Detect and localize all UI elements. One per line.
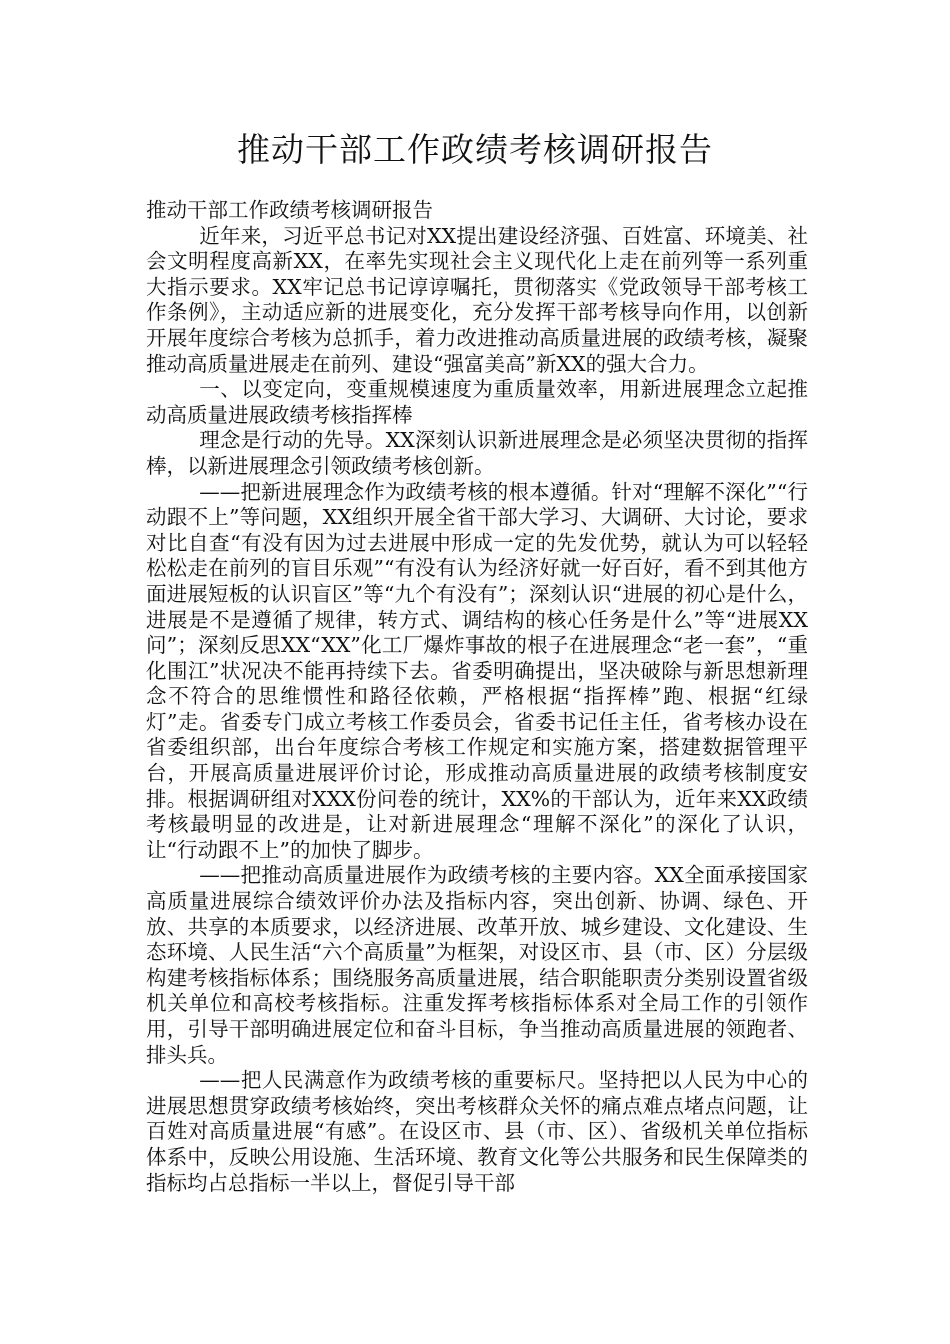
document-subtitle: 推动干部工作政绩考核调研报告 [146, 198, 433, 222]
paragraph-high-quality: ——把推动高质量进展作为政绩考核的主要内容。XX全面承接国家高质量进展综合绩效评价办法及指标内容，突出创新、协调、绿色、开放、共享的本质要求，以经济进展、改革开放、城乡建设、文化建设、生态环境、人民生活“六个高质量”为框架，对设区市、县（市、区）分层级构建考核指标体系；围绕服务高质量进展，结合职能职责分类别设置省级机关单位和高校考核指标。注重发挥考核指标体系对全局工作的引领作用，引导干部明确进展定位和奋斗目标，争当推动高质量进展的领跑者、排头兵。 [146, 863, 808, 1067]
paragraph-concept: 理念是行动的先导。XX深刻认识新进展理念是必须坚决贯彻的指挥棒，以新进展理念引领政绩考核创新。 [146, 428, 808, 478]
paragraph-intro: 近年来，习近平总书记对XX提出建设经济强、百姓富、环境美、社会文明程度高新XX，在率先实现社会主义现代化上走在前列等一系列重大指示要求。XX牢记总书记谆谆嘱托，贯彻落实《党政领导干部考核工作条例》，主动适应新的进展变化，充分发挥干部考核导向作用，以创新开展年度综合考核为总抓手，着力改进推动高质量进展的政绩考核，凝聚推动高质量进展走在前列、建设“强富美高”新XX的强大合力。 [146, 223, 808, 376]
paragraph-people-satisfaction: ——把人民满意作为政绩考核的重要标尺。坚持把以人民为中心的进展思想贯穿政绩考核始终，突出考核群众关怀的痛点难点堵点问题，让百姓对高质量进展“有感”。在设区市、县（市、区）、省级机关单位指标体系中，反映公用设施、生活环境、教育文化等公共服务和民生保障类的指标均占总指标一半以上，督促引导干部 [146, 1068, 808, 1195]
section-heading-1: 一、以变定向，变重规模速度为重质量效率，用新进展理念立起推动高质量进展政绩考核指挥棒 [146, 377, 808, 427]
paragraph-new-development: ——把新进展理念作为政绩考核的根本遵循。针对“理解不深化”“行动跟不上”等问题，XX组织开展全省干部大学习、大调研、大讨论，要求对比自查“有没有因为过去进展中形成一定的先发优势，就认为可以轻轻松松走在前列的盲目乐观”“有没有认为经济好就一好百好，看不到其他方面进展短板的认识盲区”等“九个有没有”；深刻认识“进展的初心是什么，进展是不是遵循了规律，转方式、调结构的核心任务是什么”等“进展XX问”；深刻反思XX“XX”化工厂爆炸事故的根子在进展理念“老一套”，“重化围江”状况决不能再持续下去。省委明确提出，坚决破除与新思想新理念不符合的思维惯性和路径依赖，严格根据“指挥棒”跑、根据“红绿灯”走。省委专门成立考核工作委员会，省委书记任主任，省考核办设在省委组织部，出台年度综合考核工作规定和实施方案，搭建数据管理平台，开展高质量进展评价讨论，形成推动高质量进展的政绩考核制度安排。根据调研组对XXX份问卷的统计，XX%的干部认为，近年来XX政绩考核最明显的改进是，让对新进展理念“理解不深化”的深化了认识，让“行动跟不上”的加快了脚步。 [146, 479, 808, 862]
document-body [146, 198, 808, 1196]
document-title: 推动干部工作政绩考核调研报告 [237, 130, 713, 169]
